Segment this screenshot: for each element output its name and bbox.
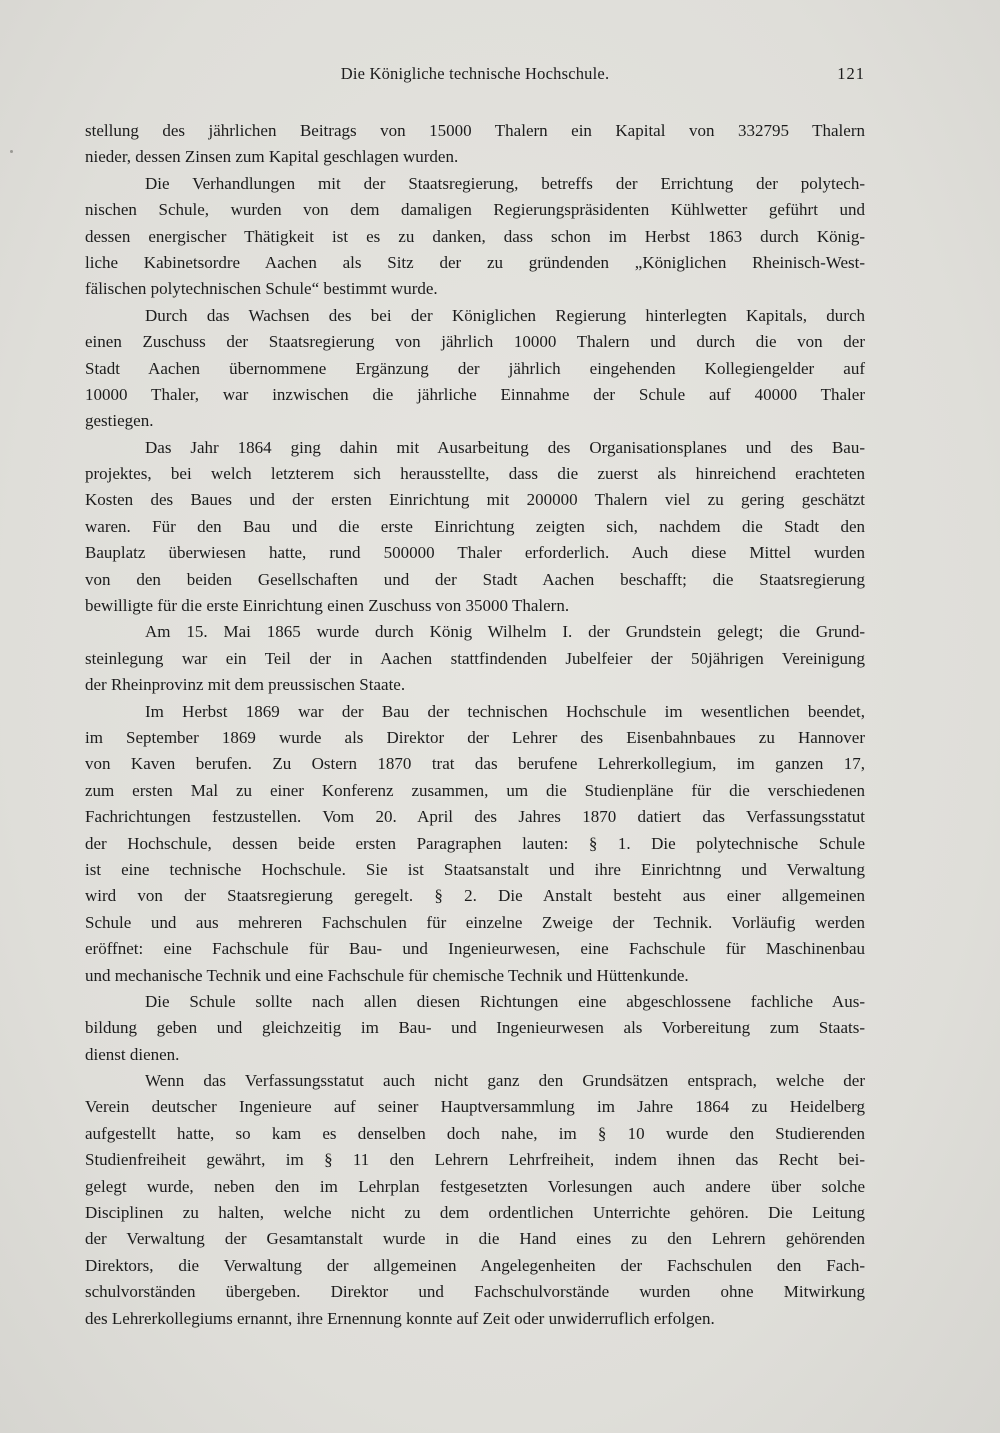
text-line: steinlegung war ein Teil der in Aachen stattfindenden Jubelfeier der 50jährigen Vereinigung — [85, 648, 865, 668]
body-text — [85, 118, 865, 1332]
text-line: Durch das Wachsen des bei der Königlichen Regierung hinterlegten Kapitals, durch — [145, 305, 865, 325]
text-line: Wenn das Verfassungsstatut auch nicht ganz den Grundsätzen entsprach, welche der — [145, 1071, 865, 1091]
text-line: eröffnet: eine Fachschule für Bau- und Ingenieurwesen, eine Fachschule für Maschinenbau — [85, 939, 865, 959]
paper-speck — [10, 150, 13, 153]
text-line: stellung des jährlichen Beitrags von 15000 Thalern ein Kapital von 332795 Thalern — [85, 121, 865, 140]
text-line: projektes, bei welch letzterem sich herausstellte, dass die zuerst als hinreichend erachteten — [85, 464, 865, 484]
text-line: der Rheinprovinz mit dem preussischen Staate. — [85, 675, 406, 695]
text-line: des Lehrerkollegiums ernannt, ihre Ernennung konnte auf Zeit oder unwiderruflich erfolgen. — [85, 1308, 715, 1328]
text-line: Kosten des Baues und der ersten Einrichtung mit 200000 Thalern viel zu gering geschätzt — [85, 490, 865, 510]
text-line: waren. Für den Bau und die erste Einrichtung zeigten sich, nachdem die Stadt den — [85, 516, 865, 536]
text-line: Schule und aus mehreren Fachschulen für einzelne Zweige der Technik. Vorläufig werden — [85, 912, 865, 932]
page-number: 121 — [837, 64, 865, 83]
text-line: aufgestellt hatte, so kam es denselben doch nahe, im § 10 wurde den Studierenden — [85, 1123, 865, 1143]
text-line: Studienfreiheit gewährt, im § 11 den Lehrern Lehrfreiheit, indem ihnen das Recht bei- — [85, 1150, 865, 1170]
text-line: schulvorständen übergeben. Direktor und Fachschulvorstände wurden ohne Mitwirkung — [85, 1282, 865, 1302]
text-line: fälischen polytechnischen Schule“ bestimmt wurde. — [85, 279, 438, 299]
text-line: Stadt Aachen übernommene Ergänzung der jährlich eingehenden Kollegiengelder auf — [85, 358, 865, 378]
text-line: und mechanische Technik und eine Fachschule für chemische Technik und Hüttenkunde. — [85, 965, 689, 985]
text-line: Fachrichtungen festzustellen. Vom 20. April des Jahres 1870 datiert das Verfassungsstatut — [85, 807, 865, 827]
text-line: nieder, dessen Zinsen zum Kapital geschlagen wurden. — [85, 147, 459, 167]
text-line: Bauplatz überwiesen hatte, rund 500000 Thaler erforderlich. Auch diese Mittel wurden — [85, 543, 865, 563]
text-line: Disciplinen zu halten, welche nicht zu dem ordentlichen Unterrichte gehören. Die Leitung — [85, 1203, 865, 1223]
text-line: bildung geben und gleichzeitig im Bau- und Ingenieurwesen als Vorbereitung zum Staats- — [85, 1018, 865, 1038]
text-line: der Hochschule, dessen beide ersten Paragraphen lauten: § 1. Die polytechnische Schule — [85, 833, 865, 853]
text-line: Verein deutscher Ingenieure auf seiner Hauptversammlung im Jahre 1864 zu Heidelberg — [85, 1097, 865, 1117]
text-line: der Verwaltung der Gesamtanstalt wurde in die Hand eines zu den Lehrern gehörenden — [85, 1229, 865, 1249]
text-line: im September 1869 wurde als Direktor der Lehrer des Eisenbahnbaues zu Hannover — [85, 727, 865, 747]
text-line: dienst dienen. — [85, 1044, 180, 1064]
text-line: Das Jahr 1864 ging dahin mit Ausarbeitung des Organisationsplanes und des Bau- — [145, 437, 865, 457]
text-line: dessen energischer Thätigkeit ist es zu danken, dass schon im Herbst 1863 durch König- — [85, 226, 865, 246]
text-line: nischen Schule, wurden von dem damaligen Regierungspräsidenten Kühlwetter geführt und — [85, 200, 865, 220]
text-line: Am 15. Mai 1865 wurde durch König Wilhelm I. der Grundstein gelegt; die Grund- — [145, 622, 865, 642]
text-line: von den beiden Gesellschaften und der Stadt Aachen beschafft; die Staatsregierung — [85, 569, 865, 589]
text-line: Die Verhandlungen mit der Staatsregierung, betreffs der Errichtung der polytech- — [145, 173, 865, 193]
text-line: Die Schule sollte nach allen diesen Richtungen eine abgeschlossene fachliche Aus- — [145, 991, 865, 1011]
text-line: Im Herbst 1869 war der Bau der technischen Hochschule im wesentlichen beendet, — [145, 701, 865, 721]
text-line: einen Zuschuss der Staatsregierung von jährlich 10000 Thalern und durch die von der — [85, 332, 865, 352]
page-header — [85, 64, 865, 88]
text-line: liche Kabinetsordre Aachen als Sitz der zu gründenden „Königlichen Rheinisch-West- — [85, 252, 865, 272]
text-line: gestiegen. — [85, 411, 154, 431]
text-line: zum ersten Mal zu einer Konferenz zusammen, um die Studienpläne für die verschiedenen — [85, 780, 865, 800]
text-line: wird von der Staatsregierung geregelt. § 2. Die Anstalt besteht aus einer allgemeinen — [85, 886, 865, 906]
text-line: bewilligte für die erste Einrichtung einen Zuschuss von 35000 Thalern. — [85, 596, 570, 616]
text-line: ist eine technische Hochschule. Sie ist Staatsanstalt und ihre Einrichtnng und Verwaltung — [85, 859, 865, 879]
text-line: Direktors, die Verwaltung der allgemeinen Angelegenheiten der Fachschulen den Fach- — [85, 1255, 865, 1275]
text-line: gelegt wurde, neben den im Lehrplan festgesetzten Vorlesungen auch andere über solche — [85, 1176, 865, 1196]
running-head: Die Königliche technische Hochschule. — [340, 64, 610, 83]
text-line: von Kaven berufen. Zu Ostern 1870 trat das berufene Lehrerkollegium, im ganzen 17, — [85, 754, 865, 774]
text-line: 10000 Thaler, war inzwischen die jährliche Einnahme der Schule auf 40000 Thaler — [85, 384, 865, 404]
